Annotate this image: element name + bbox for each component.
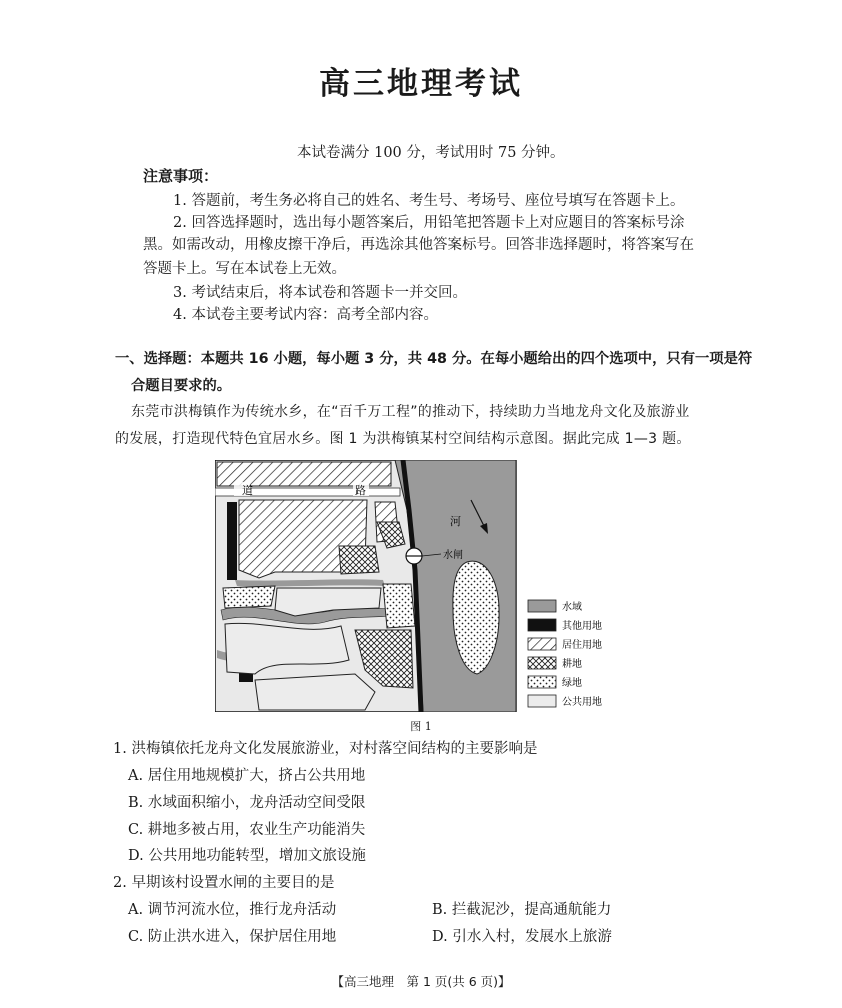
legend-label: 公共用地	[562, 697, 602, 708]
note-line: 黑。如需改动，用橡皮擦干净后，再选涂其他答案标号。回答非选择题时，将答案写在	[143, 237, 694, 253]
village-map-figure	[215, 460, 625, 712]
notes-heading: 注意事项：	[143, 167, 219, 185]
page-footer: 【高三地理 第 1 页(共 6 页)】	[331, 974, 511, 989]
question-stem: 2. 早期该村设置水闸的主要目的是	[113, 875, 335, 891]
public-land	[255, 674, 375, 710]
question-stem: 1. 洪梅镇依托龙舟文化发展旅游业，对村落空间结构的主要影响是	[113, 741, 538, 757]
green-land	[383, 584, 415, 628]
question-option: A. 居住用地规模扩大，挤占公共用地	[128, 768, 366, 784]
legend-label: 其他用地	[562, 621, 602, 632]
page-title: 高三地理考试	[319, 66, 523, 102]
map-panel	[215, 460, 516, 712]
green-land	[223, 586, 275, 608]
note-line: 答题卡上。写在本试卷上无效。	[143, 261, 346, 277]
legend-label: 居住用地	[562, 640, 602, 651]
map-legend	[528, 600, 602, 708]
note-line: 2. 回答选择题时，选出每小题答案后，用铅笔把答题卡上对应题目的答案标号涂	[173, 215, 685, 231]
passage-line: 东莞市洪梅镇作为传统水乡，在“百千万工程”的推动下，持续助力当地龙舟文化及旅游业	[131, 404, 690, 420]
section-heading: 一、选择题：本题共 16 小题，每小题 3 分，共 48 分。在每小题给出的四个选项中，只有一项是符	[115, 351, 753, 367]
river-label: 河	[450, 515, 461, 528]
passage-line: 的发展，打造现代特色宜居水乡。图 1 为洪梅镇某村空间结构示意图。据此完成 1—3 题。	[115, 431, 691, 447]
question-option: B. 水域面积缩小，龙舟活动空间受限	[128, 795, 366, 811]
exam-intro: 本试卷满分 100 分，考试用时 75 分钟。	[297, 145, 565, 161]
road-label-1: 道	[242, 484, 253, 497]
figure-caption: 图 1	[410, 720, 432, 733]
section-heading-cont: 合题目要求的。	[131, 378, 232, 394]
question-option: A. 调节河流水位，推行龙舟活动	[128, 902, 337, 918]
question-option: C. 耕地多被占用，农业生产功能消失	[128, 822, 366, 838]
farmland	[339, 546, 379, 574]
gate-label: 水闸	[443, 550, 463, 561]
road-label-2: 路	[355, 484, 366, 497]
question-option: D. 引水入村，发展水上旅游	[432, 929, 612, 945]
note-line: 1. 答题前，考生务必将自己的姓名、考生号、考场号、座位号填写在答题卡上。	[173, 193, 685, 209]
question-option: D. 公共用地功能转型，增加文旅设施	[128, 848, 366, 864]
note-line: 4. 本试卷主要考试内容：高考全部内容。	[173, 307, 438, 323]
question-option: B. 拦截泥沙，提高通航能力	[432, 902, 612, 918]
note-line: 3. 考试结束后，将本试卷和答题卡一并交回。	[173, 285, 467, 301]
other-land-strip	[227, 502, 237, 580]
legend-label: 水域	[562, 602, 582, 613]
question-option: C. 防止洪水进入，保护居住用地	[128, 929, 337, 945]
legend-label: 绿地	[562, 678, 582, 689]
legend-label: 耕地	[562, 659, 582, 670]
